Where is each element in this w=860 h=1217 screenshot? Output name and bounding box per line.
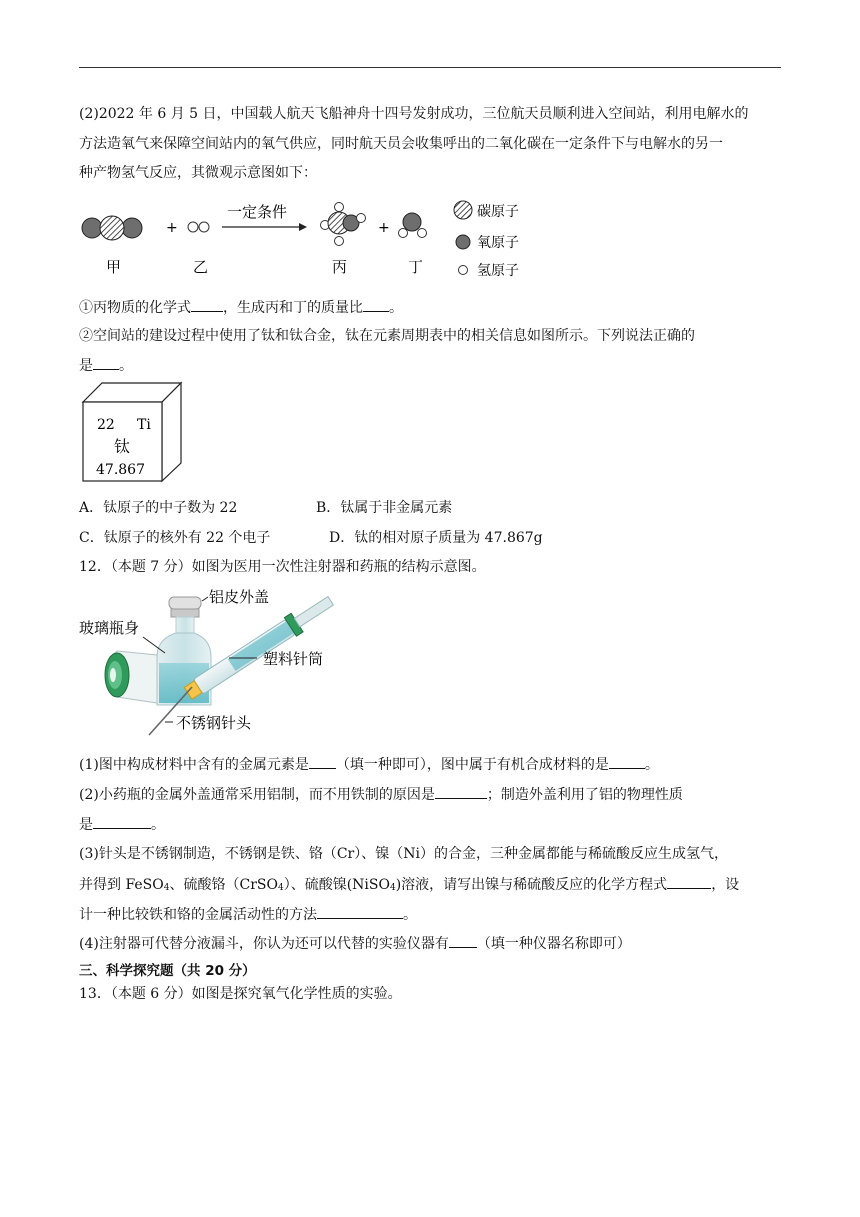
option-a: A．钛原子的中子数为 22 xyxy=(79,500,238,516)
q12-header: 12．（本题 7 分）如图为医用一次性注射器和药瓶的结构示意图。 xyxy=(79,559,486,575)
q12-part3-line2: 并得到 FeSO$_4$、硫酸铬（CrSO$_4$）、硫酸镍(NiSO$_4$)溶液，请写出镍与稀硫酸反应的化学方程式 ，设 xyxy=(79,874,739,898)
label-glass-body: 玻璃瓶身 xyxy=(79,619,140,637)
answer-blank[interactable] xyxy=(609,754,645,769)
answer-blank[interactable] xyxy=(191,297,223,312)
plus-sign-2: + xyxy=(378,220,390,236)
reaction-condition: 一定条件 xyxy=(227,203,288,221)
option-d: D．钛的相对原子质量为 47.867g xyxy=(329,530,543,546)
svg-text:碳原子: 碳原子 xyxy=(477,204,519,220)
q11-sub1: ①丙物质的化学式 ，生成丙和丁的质量比 。 xyxy=(79,297,403,318)
answer-blank[interactable] xyxy=(667,874,711,889)
molecule-ding-h2o xyxy=(399,213,427,238)
svg-text:氧原子: 氧原子 xyxy=(477,235,519,251)
section-3-title: 三、科学探究题（共 20 分） xyxy=(79,963,256,979)
label-steel-needle: 不锈钢针头 xyxy=(176,714,252,732)
periodic-element-tile xyxy=(80,380,184,484)
q11-part2-line2: 方法造氧气来保障空间站内的氧气供应，同时航天员会收集呼出的二氧化碳在一定条件下与电解水的另一 xyxy=(79,136,723,152)
label-plastic-barrel: 塑料针筒 xyxy=(263,650,324,668)
q11-sub2-line1: ②空间站的建设过程中使用了钛和钛合金，钛在元素周期表中的相关信息如图所示。下列说法正确的 xyxy=(79,328,695,344)
answer-blank[interactable] xyxy=(435,784,487,799)
molecule-jia-co2 xyxy=(82,216,142,240)
diagram-legend xyxy=(454,201,519,279)
atomic-number: 22 xyxy=(97,417,115,433)
q12-part2-line1: (2)小药瓶的金属外盖通常采用铝制，而不用铁制的原因是 ；制造外盖利用了铝的物理性质 xyxy=(79,784,683,805)
atomic-mass: 47.867 xyxy=(96,462,145,478)
reaction-micro-diagram xyxy=(79,198,539,282)
q12-part3-line3: 计一种比较铁和铬的金属活动性的方法 。 xyxy=(79,904,417,925)
option-b: B．钛属于非金属元素 xyxy=(316,500,453,516)
q11-part2-line1: (2)2022 年 6 月 5 日，中国载人航天飞船神舟十四号发射成功，三位航天员顺利进入空间站，利用电解水的 xyxy=(79,106,749,122)
label-aluminum-cap: 铝皮外盖 xyxy=(209,588,270,606)
answer-blank[interactable] xyxy=(93,355,119,370)
answer-blank[interactable] xyxy=(309,754,336,769)
caption-yi: 乙 xyxy=(193,258,209,276)
option-c: C．钛原子的核外有 22 个电子 xyxy=(79,530,271,546)
header-rule xyxy=(79,67,781,68)
answer-blank[interactable] xyxy=(317,904,403,919)
answer-blank[interactable] xyxy=(449,933,477,948)
element-name: 钛 xyxy=(114,437,131,456)
answer-blank[interactable] xyxy=(363,297,389,312)
q12-part3-line1: (3)针头是不锈钢制造，不锈钢是铁、铬（Cr）、镍（Ni）的合金，三种金属都能与稀硫酸反应生成氢气， xyxy=(79,846,728,862)
caption-jia: 甲 xyxy=(106,258,122,276)
element-symbol: Ti xyxy=(137,417,151,433)
molecule-yi-h2 xyxy=(188,222,209,232)
q13-header: 13．（本题 6 分）如图是探究氧气化学性质的实验。 xyxy=(79,986,402,1002)
q12-part4: (4)注射器可代替分液漏斗，你认为还可以代替的实验仪器有 （填一种仪器名称即可） xyxy=(79,933,631,954)
q11-sub2-line2: 是 。 xyxy=(79,355,133,376)
q11-part2-line3: 种产物氢气反应，其微观示意图如下： xyxy=(79,165,317,181)
molecule-bing-ch3oh xyxy=(321,203,366,246)
answer-blank[interactable] xyxy=(93,814,151,829)
syringe-vial-figure xyxy=(79,585,379,745)
caption-ding: 丁 xyxy=(408,258,424,276)
plus-sign-1: + xyxy=(166,220,178,236)
q12-part2-line2: 是 。 xyxy=(79,814,165,835)
svg-text:氢原子: 氢原子 xyxy=(477,263,519,279)
caption-bing: 丙 xyxy=(332,258,348,276)
q12-part1: (1)图中构成材料中含有的金属元素是 （填一种即可），图中属于有机合成材料的是 。 xyxy=(79,754,659,775)
